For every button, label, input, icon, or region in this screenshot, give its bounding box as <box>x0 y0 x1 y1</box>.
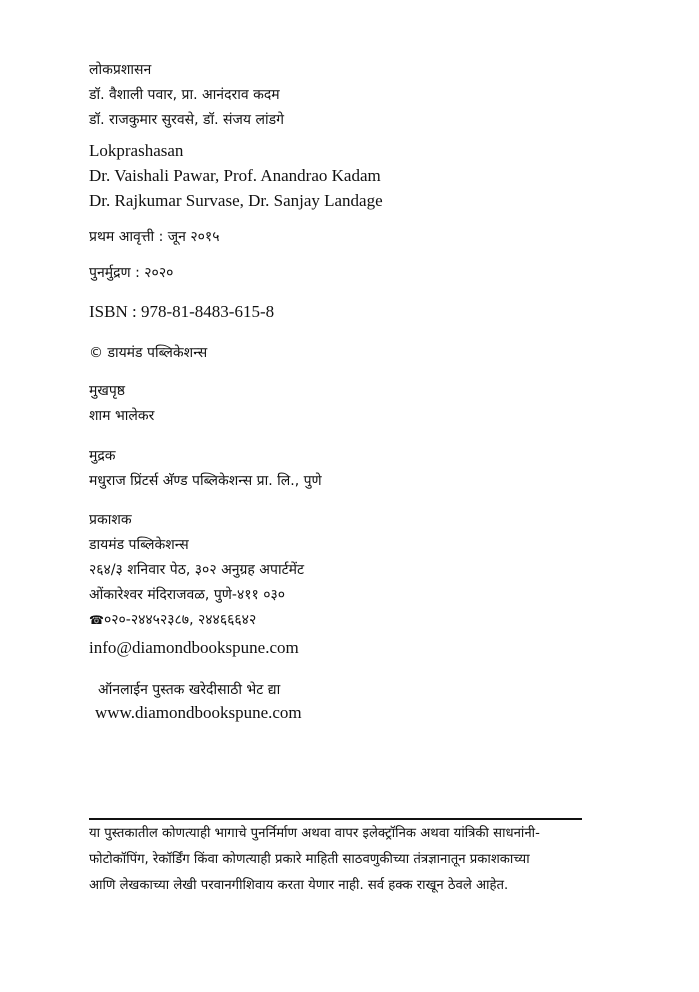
phone-icon: ☎ <box>89 613 104 627</box>
phone: ०२०-२४४५२३८७, २४४६६६४२ <box>103 612 257 628</box>
english-title: Lokprashasan <box>89 141 184 160</box>
reprint: पुनर्मुद्रण : २०२० <box>89 265 174 281</box>
cover-artist: शाम भालेकर <box>89 408 155 424</box>
marathi-title: लोकप्रशासन <box>89 62 152 78</box>
address-line-1: २६४/३ शनिवार पेठ, ३०२ अनुग्रह अपार्टमेंट <box>89 562 305 578</box>
website-link[interactable]: www.diamondbookspune.com <box>95 703 302 722</box>
printer: मधुराज प्रिंटर्स अ‍ॅण्ड पब्लिकेशन्स प्रा. लि., पुणे <box>89 473 322 489</box>
english-authors-1: Dr. Vaishali Pawar, Prof. Anandrao Kadam <box>89 166 381 185</box>
cover-label: मुखपृष्ठ <box>89 383 126 399</box>
footnote-line-1: या पुस्तकातील कोणत्याही भागाचे पुनर्निर्माण अथवा वापर इलेक्ट्रॉनिक अथवा यांत्रिकी साधनांनी- <box>89 826 540 841</box>
online-note: ऑनलाईन पुस्तक खरेदीसाठी भेट द्या <box>98 682 281 698</box>
isbn: ISBN : 978-81-8483-615-8 <box>89 302 275 321</box>
first-edition: प्रथम आवृत्ती : जून २०१५ <box>89 229 220 245</box>
english-authors-2: Dr. Rajkumar Survase, Dr. Sanjay Landage <box>89 191 383 210</box>
phone-line <box>89 610 256 629</box>
address-line-2: ओंकारेश्वर मंदिराजवळ, पुणे-४११ ०३० <box>89 587 286 603</box>
marathi-authors-1: डॉ. वैशाली पवार, प्रा. आनंदराव कदम <box>89 87 280 103</box>
publisher-label: प्रकाशक <box>89 512 132 528</box>
publisher: डायमंड पब्लिकेशन्स <box>89 537 189 553</box>
footnote-line-2: फोटोकॉपिंग, रेकॉर्डिंग किंवा कोणत्याही प्रकारे माहिती साठवणुकीच्या तंत्रज्ञानातून प्रकाशकाच्या <box>89 852 530 867</box>
copyright: © डायमंड पब्लिकेशन्स <box>89 345 208 361</box>
footnote-line-3: आणि लेखकाच्या लेखी परवानगीशिवाय करता येणार नाही. सर्व हक्क राखून ठेवले आहेत. <box>89 878 509 893</box>
marathi-authors-2: डॉ. राजकुमार सुरवसे, डॉ. संजय लांडगे <box>89 112 284 128</box>
printer-label: मुद्रक <box>89 448 116 464</box>
email-link[interactable]: info@diamondbookspune.com <box>89 638 299 657</box>
divider <box>89 818 582 820</box>
